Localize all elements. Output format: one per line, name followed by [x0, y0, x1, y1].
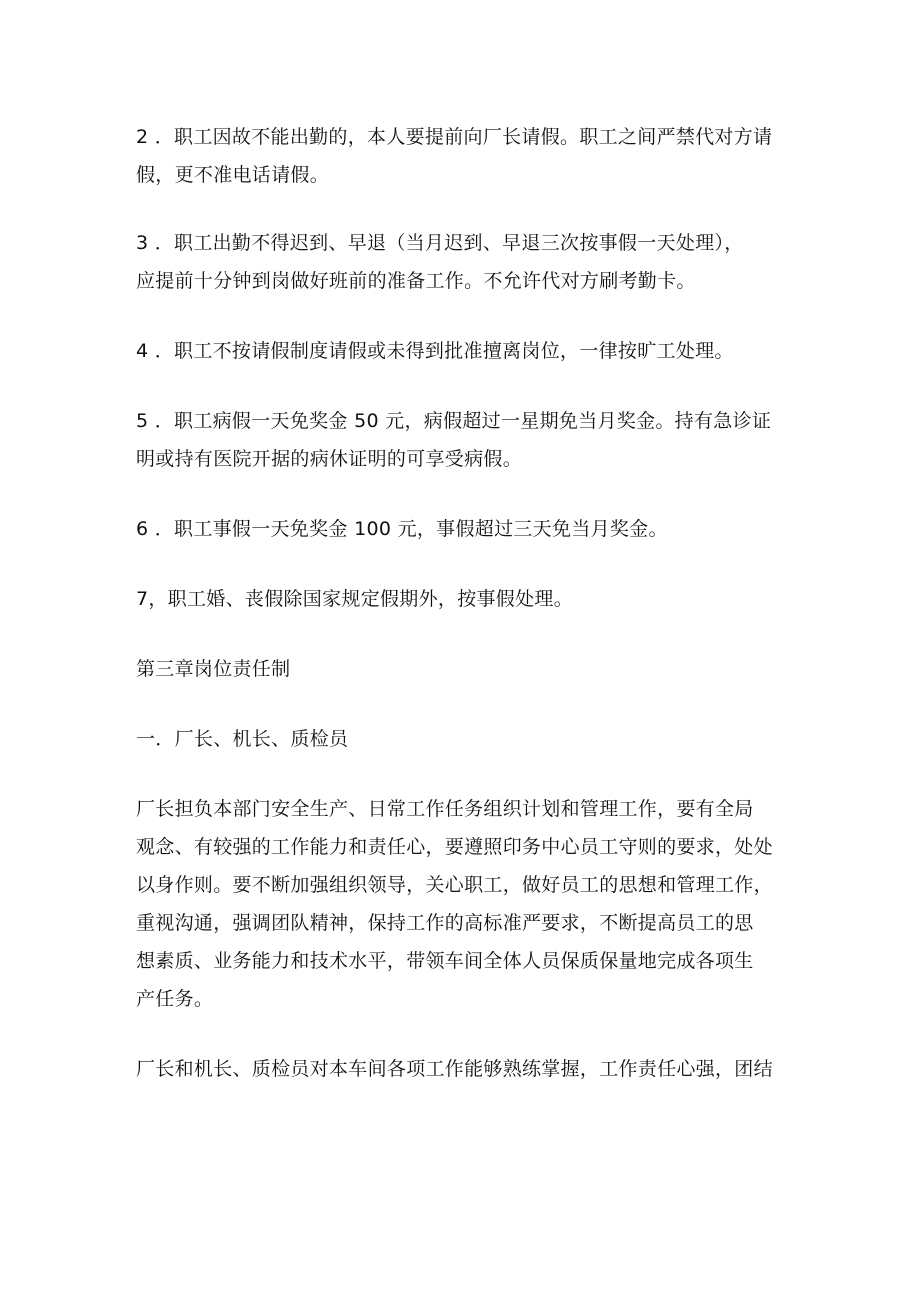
text-line: 4 ．职工不按请假制度请假或未得到批准擅离岗位，一律按旷工处理。 — [136, 340, 734, 362]
text-line: 7，职工婚、丧假除国家规定假期外，按事假处理。 — [136, 588, 573, 610]
rule-item-6 — [136, 510, 796, 548]
text-line: 应提前十分钟到岗做好班前的准备工作。不允许代对方刷考勤卡。 — [136, 270, 696, 292]
text-line: 5 ．职工病假一天免奖金 50 元，病假超过一星期免当月奖金。持有急诊证 — [136, 410, 772, 432]
document-body — [136, 118, 796, 1088]
text-line: 一．厂长、机长、质检员 — [136, 728, 349, 750]
duty-paragraph — [136, 790, 796, 1018]
text-line: 厂长和机长、质检员对本车间各项工作能够熟练掌握，工作责任心强，团结 — [136, 1058, 773, 1080]
text-line: 产任务。 — [136, 988, 214, 1010]
text-line: 以身作则。要不断加强组织领导，关心职工，做好员工的思想和管理工作， — [136, 874, 773, 896]
chapter-title — [136, 650, 796, 688]
text-line: 明或持有医院开据的病休证明的可享受病假。 — [136, 448, 523, 470]
text-line: 观念、有较强的工作能力和责任心，要遵照印务中心员工守则的要求，处处 — [136, 836, 773, 858]
text-line: 想素质、业务能力和技术水平，带领车间全体人员保质保量地完成各项生 — [136, 950, 754, 972]
rule-item-4 — [136, 332, 796, 370]
rule-item-2 — [136, 118, 796, 194]
rule-item-7 — [136, 580, 796, 618]
section-title — [136, 720, 796, 758]
rule-item-3 — [136, 224, 796, 300]
text-line: 6 ．职工事假一天免奖金 100 元，事假超过三天免当月奖金。 — [136, 518, 668, 540]
rule-item-5 — [136, 402, 796, 478]
text-line: 假，更不准电话请假。 — [136, 164, 330, 186]
text-line: 第三章岗位责任制 — [136, 658, 291, 680]
text-line: 3 ．职工出勤不得迟到、早退（当月迟到、早退三次按事假一天处理）， — [136, 232, 744, 254]
text-line: 重视沟通，强调团队精神，保持工作的高标准严要求，不断提高员工的思 — [136, 912, 754, 934]
text-line: 厂长担负本部门安全生产、日常工作任务组织计划和管理工作，要有全局 — [136, 798, 754, 820]
text-line: 2 ．职工因故不能出勤的，本人要提前向厂长请假。职工之间严禁代对方请 — [136, 126, 773, 148]
duty-paragraph — [136, 1050, 796, 1088]
